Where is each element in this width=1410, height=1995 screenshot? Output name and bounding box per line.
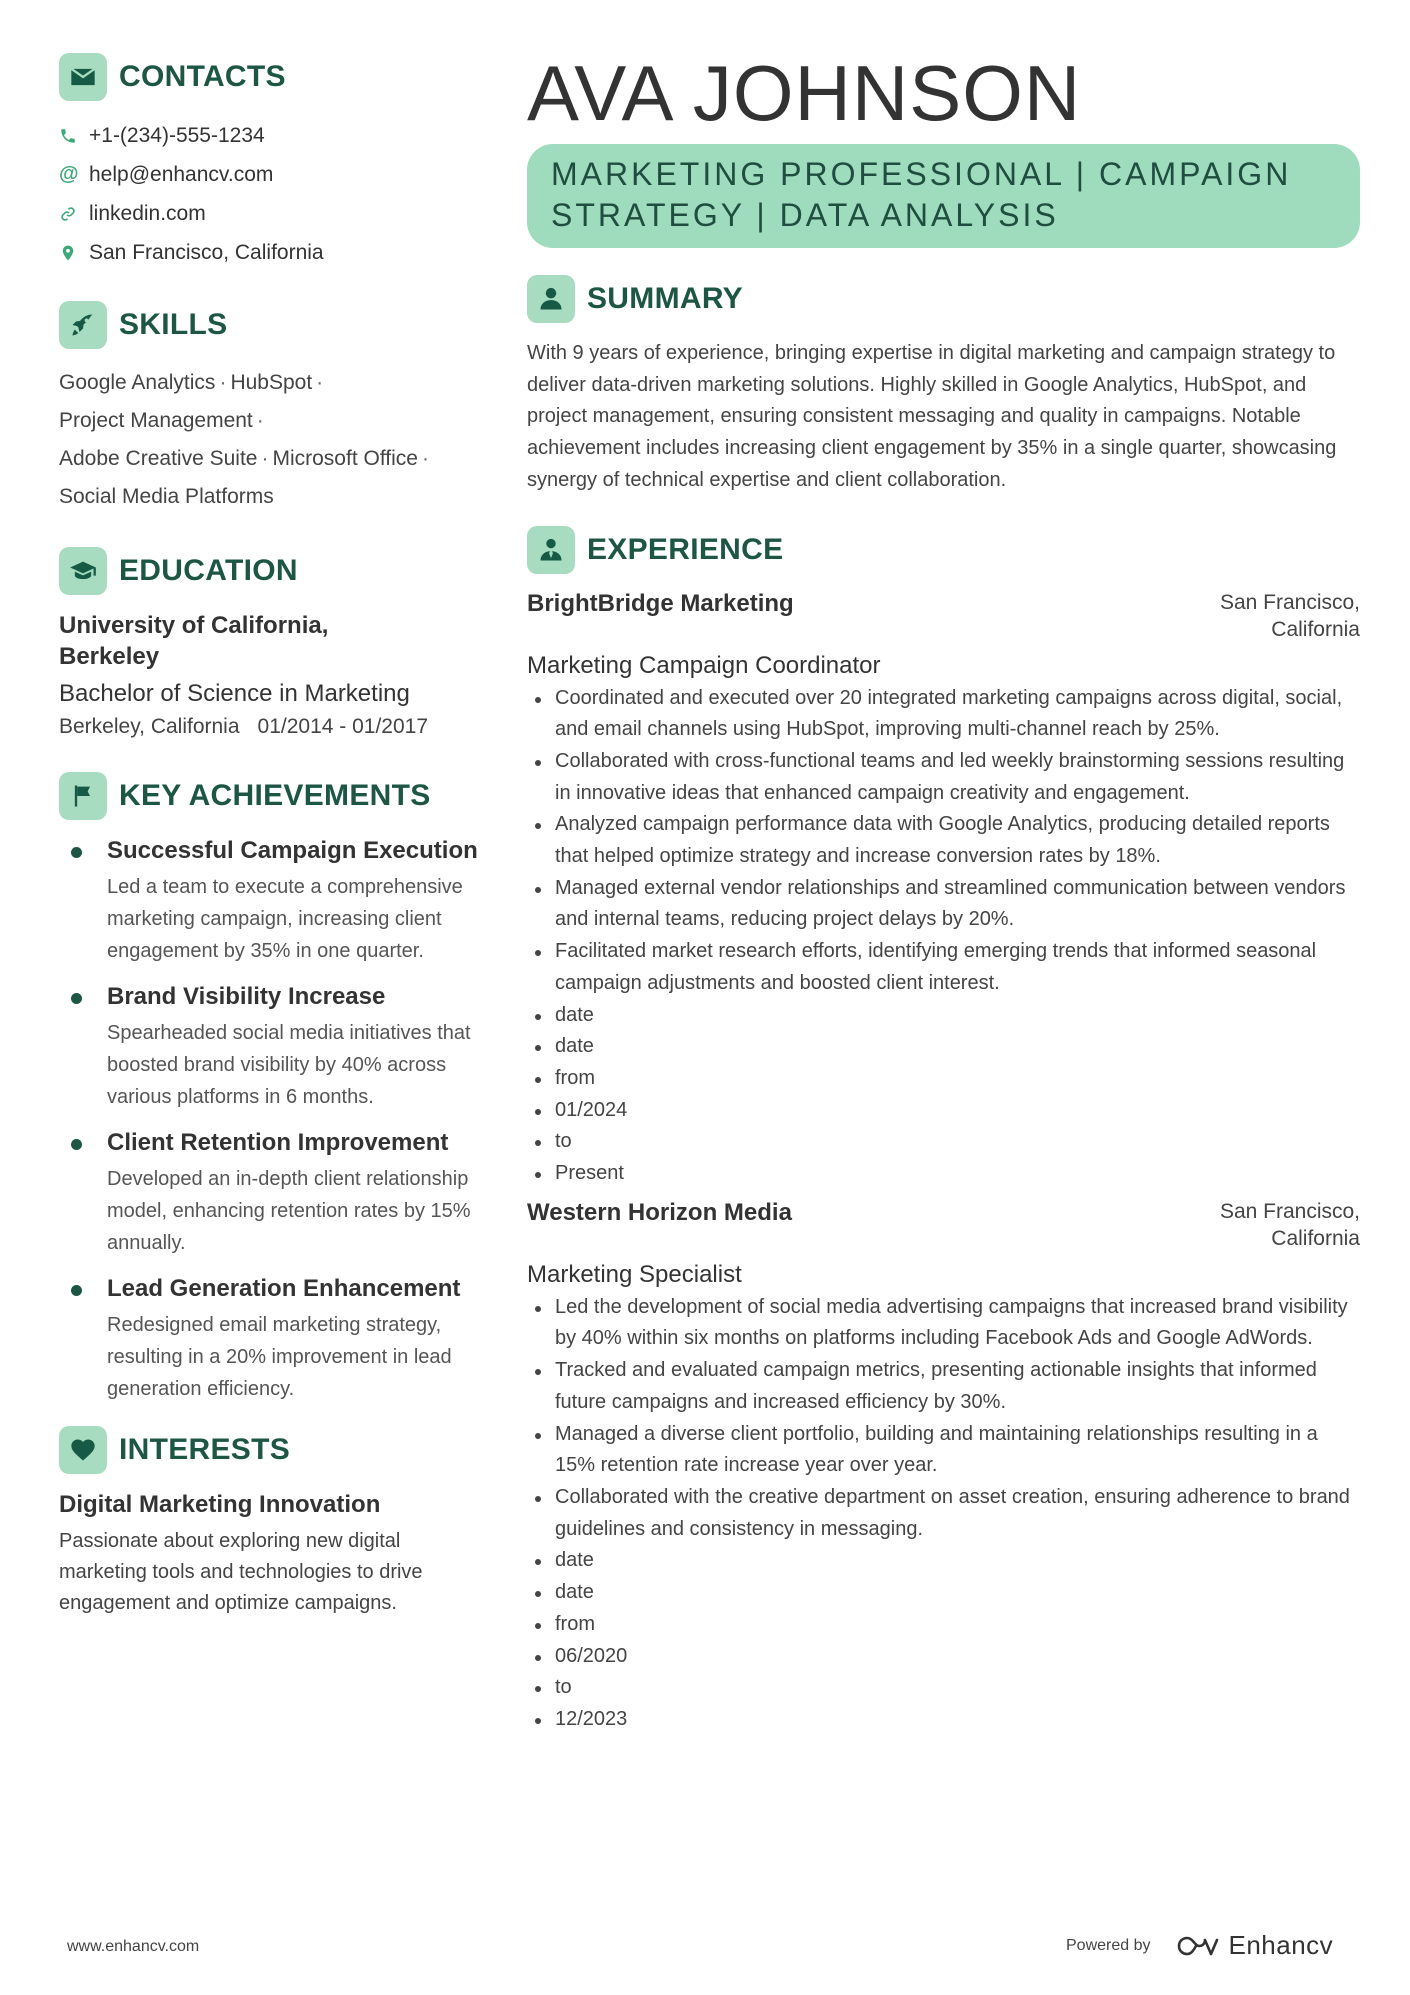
bullet-item: from: [527, 1063, 1360, 1095]
bullet-item: Present: [527, 1158, 1360, 1190]
job-role: Marketing Campaign Coordinator: [527, 651, 881, 679]
company-name: Western Horizon Media: [527, 1198, 792, 1226]
contacts-header: [59, 52, 479, 102]
bullet-item: to: [527, 1672, 1360, 1704]
skill-item: Adobe Creative Suite: [59, 447, 258, 470]
graduation-cap-icon: [59, 547, 107, 595]
powered-by-text: Powered by: [1066, 1936, 1151, 1954]
education-school: University of California, Berkeley: [59, 612, 329, 670]
experience-header: [527, 525, 1360, 575]
education-header: [59, 546, 479, 596]
skill-item: Google Analytics: [59, 371, 216, 394]
contact-email[interactable]: [59, 155, 479, 194]
interest-desc: Passionate about exploring new digital marketing tools and technologies to drive engagement and optimize campaigns.: [59, 1530, 423, 1614]
bullet-item: date: [527, 1000, 1360, 1032]
interests-title: INTERESTS: [119, 1433, 291, 1466]
job-location: San Francisco, California: [1219, 590, 1360, 641]
skill-item: Project Management: [59, 409, 253, 432]
experience-title: EXPERIENCE: [587, 532, 784, 566]
education-meta: [59, 711, 479, 743]
bullet-item: from: [527, 1609, 1360, 1641]
achievement-desc: Led a team to execute a comprehensive marketing campaign, increasing client engagement by 35% in one quarter.: [107, 876, 463, 962]
bullet-item: date: [527, 1577, 1360, 1609]
at-icon: @: [59, 163, 79, 185]
bullet-item: Managed external vendor relationships and streamlined communication between vendors and internal teams, reducing project delays by 20%.: [527, 873, 1360, 936]
education-title: EDUCATION: [119, 554, 298, 587]
bullet-item: Coordinated and executed over 20 integrated marketing campaigns across digital, social, and email channels using HubSpot, improving multi-channel reach by 25%.: [527, 683, 1360, 746]
heart-icon: [59, 1426, 107, 1474]
summary-text: With 9 years of experience, bringing expertise in digital marketing and campaign strategy to deliver data-driven marketing solutions. Highly skilled in Google Analytics, HubSpot, and project management, ensuring consistent messaging and quality in campaigns. Notable achievement includes increasing client engagement by 35% in a single quarter, showcasing synergy of technical expertise and client collaboration.: [527, 342, 1337, 491]
bullet-item: Collaborated with the creative department on asset creation, ensuring adherence to brand guidelines and consistency in messaging.: [527, 1482, 1360, 1545]
bullet-item: 12/2023: [527, 1704, 1360, 1736]
achievement-item: [59, 1127, 479, 1259]
achievement-title: Successful Campaign Execution: [107, 837, 478, 864]
interest-title: Digital Marketing Innovation: [59, 1491, 381, 1518]
achievement-title: Lead Generation Enhancement: [107, 1275, 461, 1302]
person-icon: [527, 275, 575, 323]
bullet-item: to: [527, 1126, 1360, 1158]
right-column: [527, 50, 1360, 1736]
achievements-header: [59, 771, 479, 821]
enhancv-logo-icon: [1175, 1934, 1221, 1958]
achievement-title: Client Retention Improvement: [107, 1129, 449, 1156]
flag-icon: [59, 772, 107, 820]
job-location: San Francisco, California: [1219, 1199, 1360, 1250]
bullet-dot: [71, 1285, 82, 1296]
contact-location: [59, 233, 479, 272]
achievement-item: [59, 1273, 479, 1405]
education-degree: Bachelor of Science in Marketing: [59, 680, 410, 707]
experience-entry: [527, 1198, 1360, 1736]
rocket-icon: [59, 301, 107, 349]
summary-header: [527, 274, 1360, 324]
bullet-dot: [71, 847, 82, 858]
achievement-title: Brand Visibility Increase: [107, 983, 386, 1010]
left-column: [59, 52, 479, 1619]
summary-title: SUMMARY: [587, 282, 743, 315]
link-icon: [59, 205, 89, 223]
contact-linkedin[interactable]: [59, 194, 479, 233]
envelope-icon: [59, 53, 107, 101]
skill-item: HubSpot: [230, 371, 313, 394]
phone-text: +1-(234)-555-1234: [89, 123, 265, 147]
bullet-item: Led the development of social media advertising campaigns that increased brand visibility by 40% within six months on platforms including Facebook Ads and Google AdWords.: [527, 1292, 1360, 1355]
bullet-item: 01/2024: [527, 1095, 1360, 1127]
contact-phone[interactable]: [59, 116, 479, 155]
bullet-item: 06/2020: [527, 1641, 1360, 1673]
footer-branding: [1066, 1930, 1333, 1961]
job-bullets: [527, 1292, 1360, 1736]
bullet-item: Collaborated with cross-functional teams and led weekly brainstorming sessions resulting in innovative ideas that enhanced campaign creativity and engagement.: [527, 746, 1360, 809]
location-text: San Francisco, California: [89, 240, 324, 264]
bullet-item: date: [527, 1545, 1360, 1577]
footer-website[interactable]: www.enhancv.com: [67, 1938, 200, 1955]
job-bullets: [527, 683, 1360, 1190]
education-dates: 01/2014 - 01/2017: [257, 715, 429, 738]
achievement-desc: Developed an in-depth client relationship model, enhancing retention rates by 15% annually.: [107, 1168, 471, 1254]
bullet-dot: [71, 993, 82, 1004]
person-tie-icon: [527, 526, 575, 574]
bullet-item: Facilitated market research efforts, identifying emerging trends that informed seasonal campaign adjustments and boosted client interest.: [527, 936, 1360, 999]
bullet-item: Analyzed campaign performance data with Google Analytics, producing detailed reports that helped optimize strategy and increase conversion rates by 18%.: [527, 809, 1360, 872]
education-location: Berkeley, California: [59, 715, 240, 738]
job-role: Marketing Specialist: [527, 1260, 742, 1288]
skill-item: Microsoft Office: [272, 447, 418, 470]
education-entry: [59, 610, 479, 743]
achievements-title: KEY ACHIEVEMENTS: [119, 779, 431, 812]
achievement-item: [59, 981, 479, 1113]
skills-title: SKILLS: [119, 308, 228, 341]
contacts-title: CONTACTS: [119, 60, 286, 93]
enhancv-brand: Enhancv: [1228, 1930, 1334, 1960]
candidate-title-banner: MARKETING PROFESSIONAL | CAMPAIGN STRATEGY | DATA ANALYSIS: [527, 144, 1360, 248]
bullet-item: Managed a diverse client portfolio, building and maintaining relationships resulting in a 15% retention rate increase year over year.: [527, 1419, 1360, 1482]
phone-icon: [59, 127, 89, 145]
skills-list: Google Analytics · HubSpot · Project Management · Adobe Creative Suite · Microsoft Office · Social Media Platforms: [59, 371, 429, 508]
bullet-dot: [71, 1139, 82, 1150]
achievement-desc: Redesigned email marketing strategy, resulting in a 20% improvement in lead generation efficiency.: [107, 1314, 452, 1400]
achievement-item: [59, 835, 479, 967]
experience-entry: [527, 589, 1360, 1190]
location-pin-icon: [59, 244, 89, 262]
skills-header: [59, 300, 479, 350]
bullet-item: date: [527, 1031, 1360, 1063]
bullet-item: Tracked and evaluated campaign metrics, presenting actionable insights that informed future campaigns and increased efficiency by 30%.: [527, 1355, 1360, 1418]
interests-header: [59, 1425, 479, 1475]
skill-item: Social Media Platforms: [59, 485, 274, 508]
company-name: BrightBridge Marketing: [527, 589, 794, 617]
candidate-name: AVA JOHNSON: [527, 49, 1082, 137]
achievement-desc: Spearheaded social media initiatives that boosted brand visibility by 40% across various platforms in 6 months.: [107, 1022, 471, 1108]
email-text: help@enhancv.com: [89, 162, 274, 186]
linkedin-text: linkedin.com: [89, 201, 206, 225]
